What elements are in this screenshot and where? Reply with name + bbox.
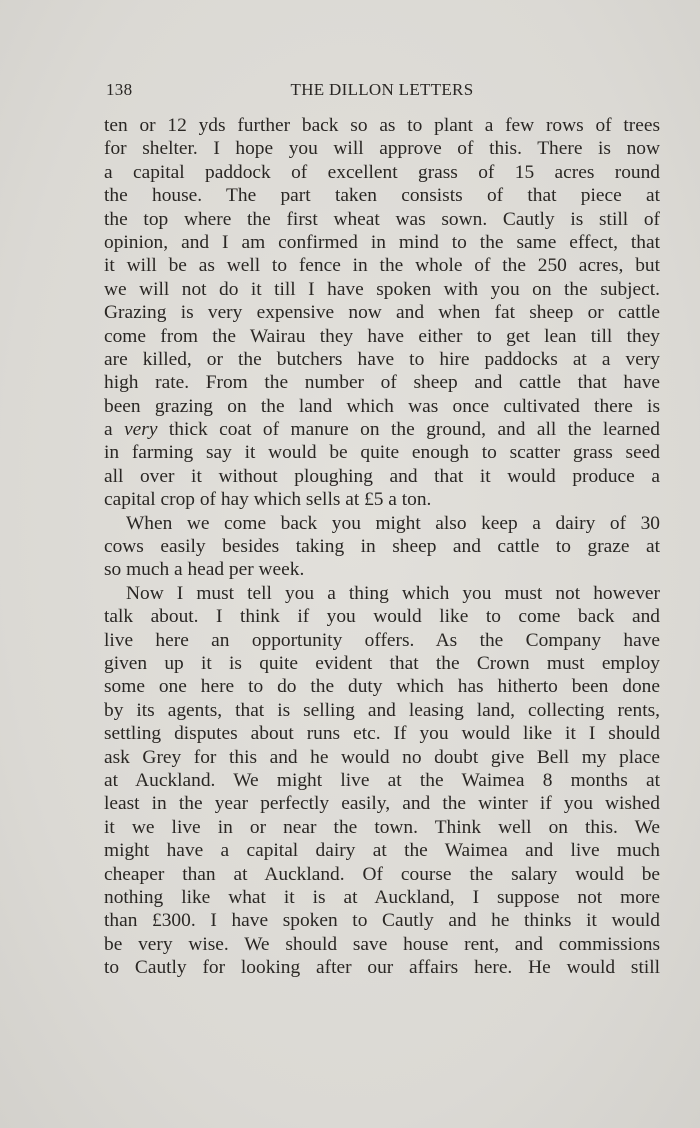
text-line: settling disputes about runs etc. If you would like it I should — [104, 723, 660, 745]
text-line: high rate. From the number of sheep and cattle that have — [104, 372, 660, 394]
text-line: to Cautly for looking after our affairs here. He would still — [104, 957, 660, 979]
page-number: 138 — [106, 80, 133, 99]
text-line: the top where the first wheat was sown. Cautly is still of — [104, 208, 660, 230]
text-line: by its agents, that is selling and leasing land, collecting rents, — [104, 699, 660, 721]
text-line: the house. The part taken consists of that piece at — [104, 185, 660, 207]
paragraph — [104, 114, 660, 512]
paragraph — [104, 512, 660, 582]
text-fragment: a — [104, 419, 125, 441]
text-line: live here an opportunity offers. As the Company have — [104, 629, 660, 651]
text-line: for shelter. I hope you will approve of this. There is now — [104, 138, 660, 160]
text-line: a capital paddock of excellent grass of 15 acres round — [104, 161, 660, 183]
text-line: given up it is quite evident that the Crown must employ — [104, 652, 660, 674]
text-line: When we come back you might also keep a dairy of 30 — [126, 512, 660, 534]
running-title: THE DILLON LETTERS — [290, 80, 474, 99]
letter-body — [104, 114, 660, 979]
text-line: might have a capital dairy at the Waimea and live much — [104, 840, 660, 862]
text-line: are killed, or the butchers have to hire paddocks at a very — [104, 348, 660, 370]
italic-emphasis: very — [124, 419, 158, 441]
text-line: opinion, and I am confirmed in mind to the same effect, that — [104, 231, 660, 253]
text-line: in farming say it would be quite enough to scatter grass seed — [104, 442, 660, 464]
text-fragment: thick coat of manure on the ground, and all the learned — [157, 419, 660, 441]
text-line: Now I must tell you a thing which you must not however — [126, 582, 660, 604]
page-header — [106, 80, 658, 106]
text-line: capital crop of hay which sells at £5 a ton. — [104, 489, 432, 511]
text-line: nothing like what it is at Auckland, I suppose not more — [104, 886, 660, 908]
text-line: than £300. I have spoken to Cautly and he thinks it would — [104, 910, 660, 932]
text-line: come from the Wairau they have either to get lean till they — [104, 325, 660, 347]
paragraph — [104, 582, 660, 980]
text-line: be very wise. We should save house rent, and commissions — [104, 933, 660, 955]
text-line: cows easily besides taking in sheep and cattle to graze at — [104, 536, 660, 558]
text-line: talk about. I think if you would like to come back and — [104, 606, 660, 628]
text-line: at Auckland. We might live at the Waimea 8 months at — [104, 769, 660, 791]
text-line: ten or 12 yds further back so as to plant a few rows of trees — [104, 115, 660, 136]
text-line: it we live in or near the town. Think well on this. We — [104, 816, 660, 838]
text-line: it will be as well to fence in the whole of the 250 acres, but — [104, 255, 660, 277]
text-line: least in the year perfectly easily, and the winter if you wished — [104, 793, 660, 815]
text-line: ask Grey for this and he would no doubt give Bell my place — [104, 746, 660, 768]
text-line: some one here to do the duty which has hitherto been done — [104, 676, 660, 698]
text-line: cheaper than at Auckland. Of course the salary would be — [104, 863, 660, 885]
text-line: Grazing is very expensive now and when fat sheep or cattle — [104, 302, 660, 324]
text-line-with-italic — [104, 418, 660, 441]
text-line: been grazing on the land which was once cultivated there is — [104, 395, 660, 417]
text-line: we will not do it till I have spoken with you on the subject. — [104, 278, 660, 300]
text-line: all over it without ploughing and that it would produce a — [104, 465, 660, 487]
text-line: so much a head per week. — [104, 559, 305, 581]
